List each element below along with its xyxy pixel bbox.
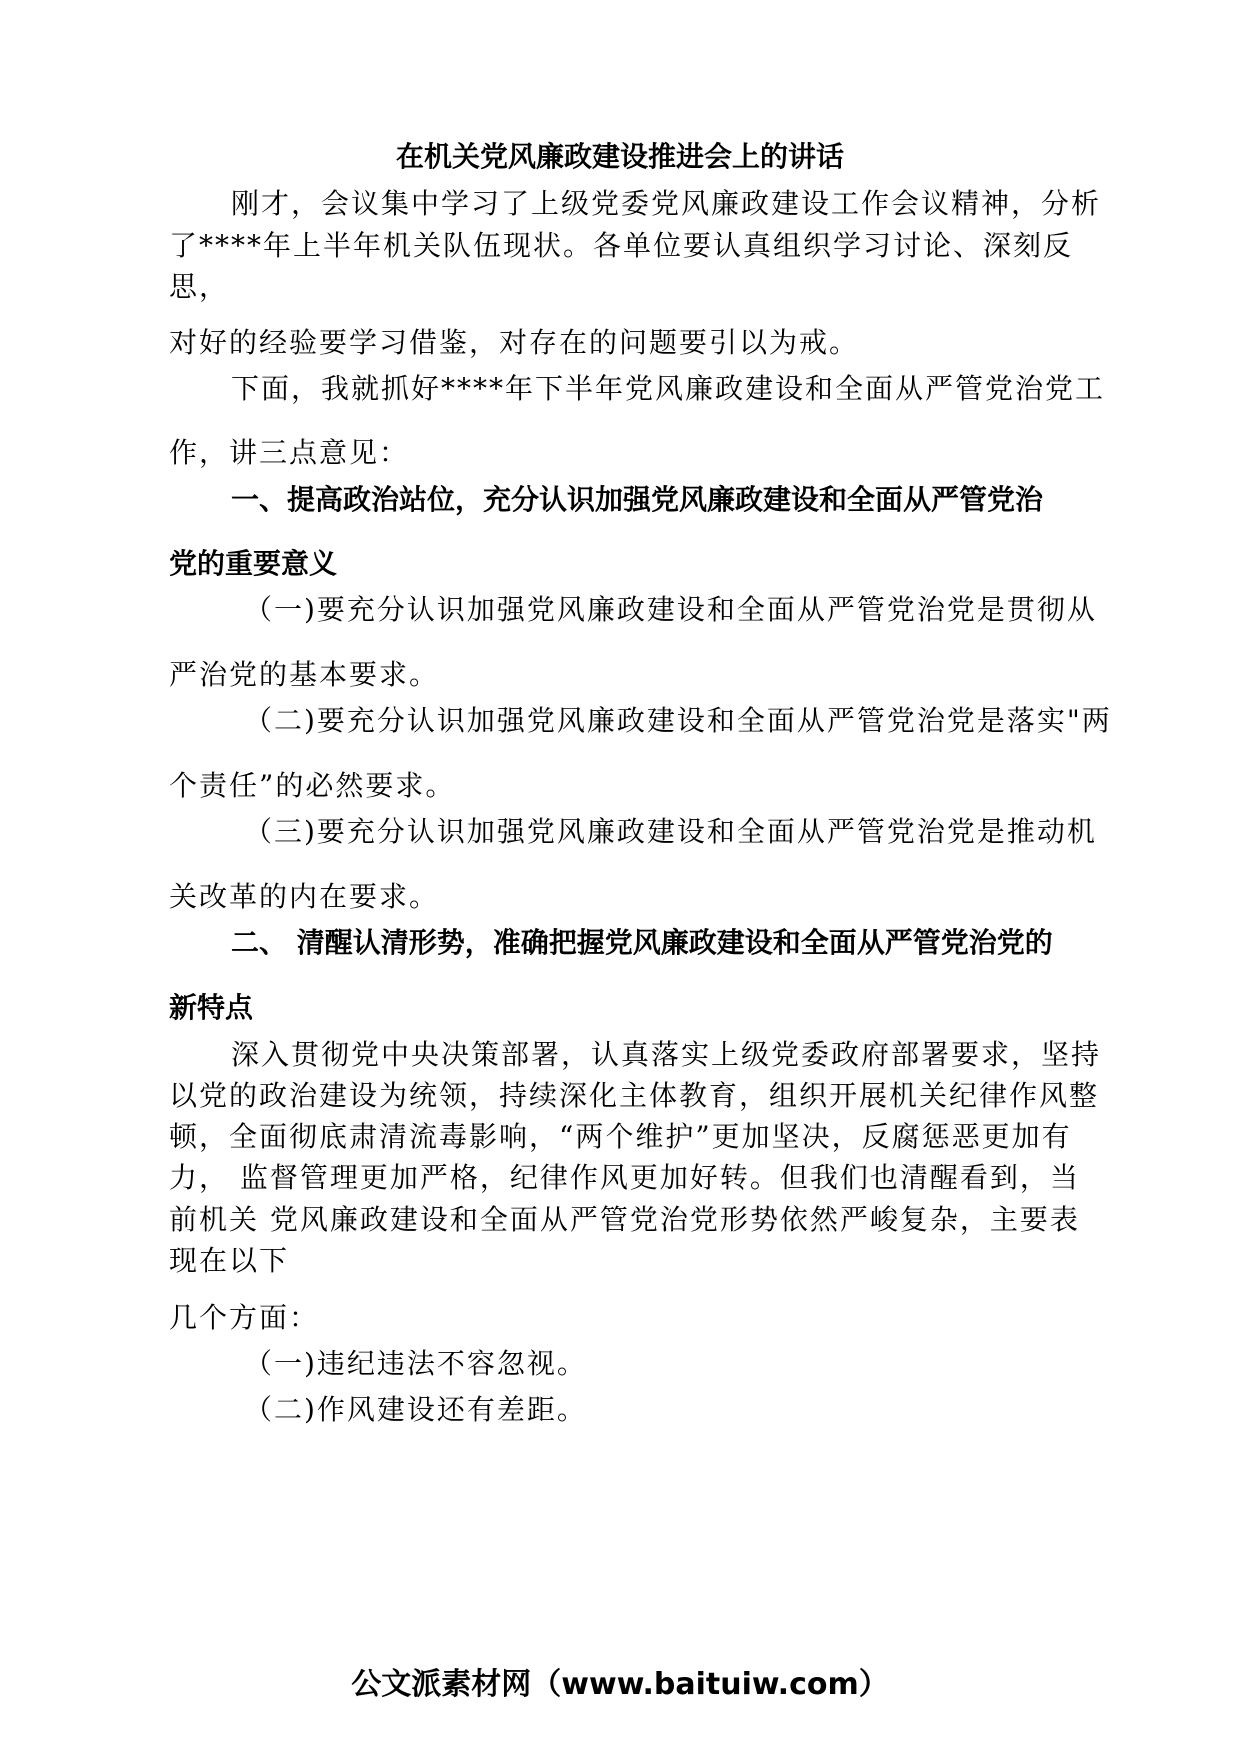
paragraph-line: 思， xyxy=(169,270,230,303)
footer-watermark: 公文派素材网（www.baituiw.com） xyxy=(351,1667,889,1702)
list-item: （二)作风建设还有差距。 xyxy=(244,1393,587,1426)
paragraph-line: 力， 监督管理更加严格，纪律作风更加好转。但我们也清醒看到，当 xyxy=(169,1161,1080,1194)
paragraph-line: 顿，全面彻底肃清流毒影响，“两个维护”更加坚决，反腐惩恶更加有 xyxy=(169,1120,1072,1153)
paragraph-line: 关改革的内在要求。 xyxy=(169,880,440,913)
list-item: （三)要充分认识加强党风廉政建设和全面从严管党治党是推动机 xyxy=(244,815,1097,848)
paragraph-line: 深入贯彻党中央决策部署，认真落实上级党委政府部署要求，坚持 xyxy=(231,1038,1102,1071)
paragraph-line: 严治党的基本要求。 xyxy=(169,658,440,691)
section-heading: 二、 清醒认清形势，准确把握党风廉政建设和全面从严管党治党的 xyxy=(231,926,1053,959)
section-heading: 党的重要意义 xyxy=(169,547,338,580)
paragraph-line: 现在以下 xyxy=(169,1244,290,1277)
paragraph-line: 以党的政治建设为统领，持续深化主体教育，组织开展机关纪律作风整 xyxy=(169,1079,1100,1112)
document-title: 在机关党风廉政建设推进会上的讲话 xyxy=(395,140,844,173)
paragraph-line: 前机关 党风廉政建设和全面从严管党治党形势依然严峻复杂，主要表 xyxy=(169,1203,1080,1236)
paragraph-line: 了****年上半年机关队伍现状。各单位要认真组织学习讨论、深刻反 xyxy=(169,229,1074,262)
paragraph-line: 作，讲三点意见： xyxy=(169,436,410,469)
paragraph-line: 对好的经验要学习借鉴，对存在的问题要引以为戒。 xyxy=(169,326,860,359)
list-item: （一)违纪违法不容忽视。 xyxy=(244,1347,587,1380)
paragraph-line: 个责任”的必然要求。 xyxy=(169,769,456,802)
paragraph-line: 刚才，会议集中学习了上级党委党风廉政建设工作会议精神，分析 xyxy=(231,187,1102,220)
list-item: （一)要充分认识加强党风廉政建设和全面从严管党治党是贯彻从 xyxy=(244,593,1097,626)
paragraph-line: 几个方面： xyxy=(169,1301,320,1334)
list-item: （二)要充分认识加强党风廉政建设和全面从严管党治党是落实"两 xyxy=(244,704,1112,737)
section-heading: 新特点 xyxy=(169,991,254,1024)
paragraph-line: 下面，我就抓好****年下半年党风廉政建设和全面从严管党治党工 xyxy=(231,372,1106,405)
section-heading: 一、提高政治站位，充分认识加强党风廉政建设和全面从严管党治 xyxy=(231,483,1044,516)
